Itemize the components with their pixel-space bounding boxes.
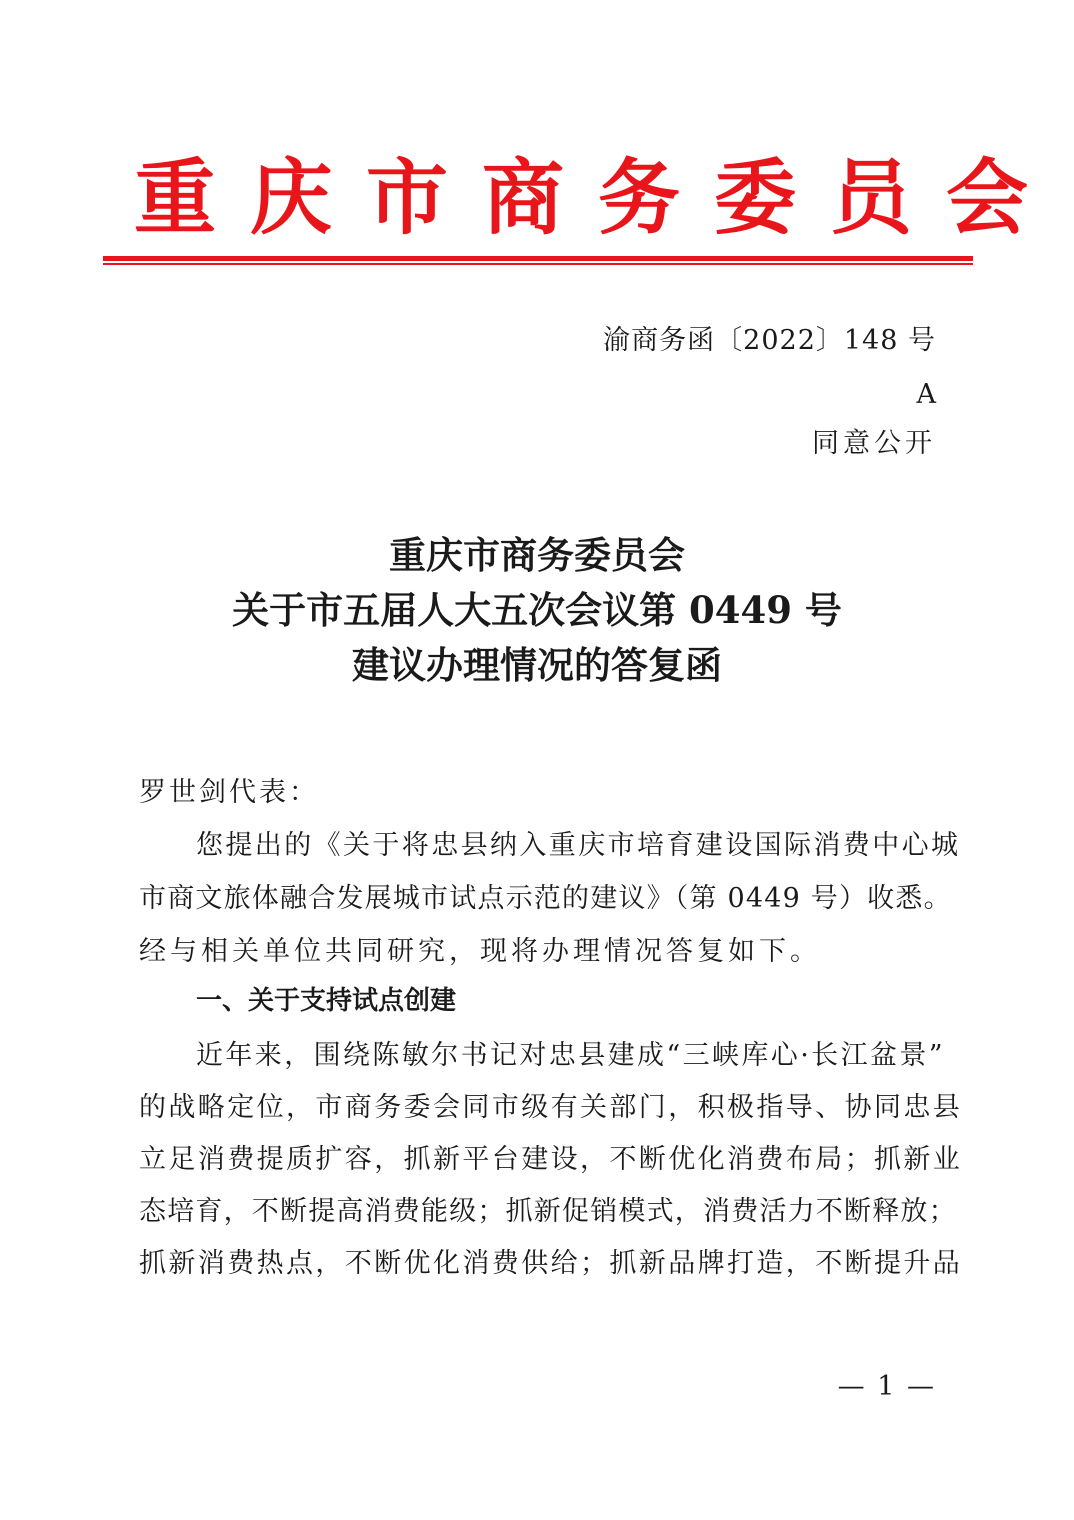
paragraph-line: 经与相关单位共同研究，现将办理情况答复如下。 (139, 936, 821, 967)
disclosure-status: 同意公开 (812, 428, 936, 459)
paragraph-line: 近年来，围绕陈敏尔书记对忠县建成“三峡库心·长江盆景” (196, 1040, 945, 1071)
paragraph-line: 的战略定位，市商务委会同市级有关部门，积极指导、协同忠县 (139, 1092, 963, 1123)
paragraph-line: 抓新消费热点，不断优化消费供给；抓新品牌打造，不断提升品 (139, 1248, 963, 1279)
title-line-3: 建议办理情况的答复函 (352, 643, 722, 687)
document-number: 渝商务函〔2022〕148 号 (603, 325, 936, 356)
salutation: 罗世剑代表： (139, 777, 319, 808)
paragraph-intro (139, 819, 961, 978)
paragraph-line: 市商文旅体融合发展城市试点示范的建议》（第 0449 号）收悉。 (139, 883, 952, 914)
header-red-rule (103, 256, 973, 261)
paragraph-line: 您提出的《关于将忠县纳入重庆市培育建设国际消费中心城 (196, 830, 961, 861)
title-line-2: 关于市五届人大五次会议第 0449 号 (232, 588, 842, 632)
section-heading: 一、关于支持试点创建 (196, 986, 457, 1016)
paragraph-line: 立足消费提质扩容，抓新平台建设，不断优化消费布局；抓新业 (139, 1144, 963, 1175)
paragraph-line: 态培育，不断提高消费能级；抓新促销模式，消费活力不断释放； (139, 1196, 957, 1227)
header-red-rule-thin (103, 263, 973, 265)
page-number: — 1 — (837, 1371, 936, 1402)
paragraph-body (139, 1030, 963, 1290)
issuer-header: 重庆市商务委员会 (134, 150, 1063, 246)
title-line-1: 重庆市商务委员会 (389, 533, 685, 577)
document-classification: A (916, 379, 936, 410)
document-title (100, 528, 974, 693)
